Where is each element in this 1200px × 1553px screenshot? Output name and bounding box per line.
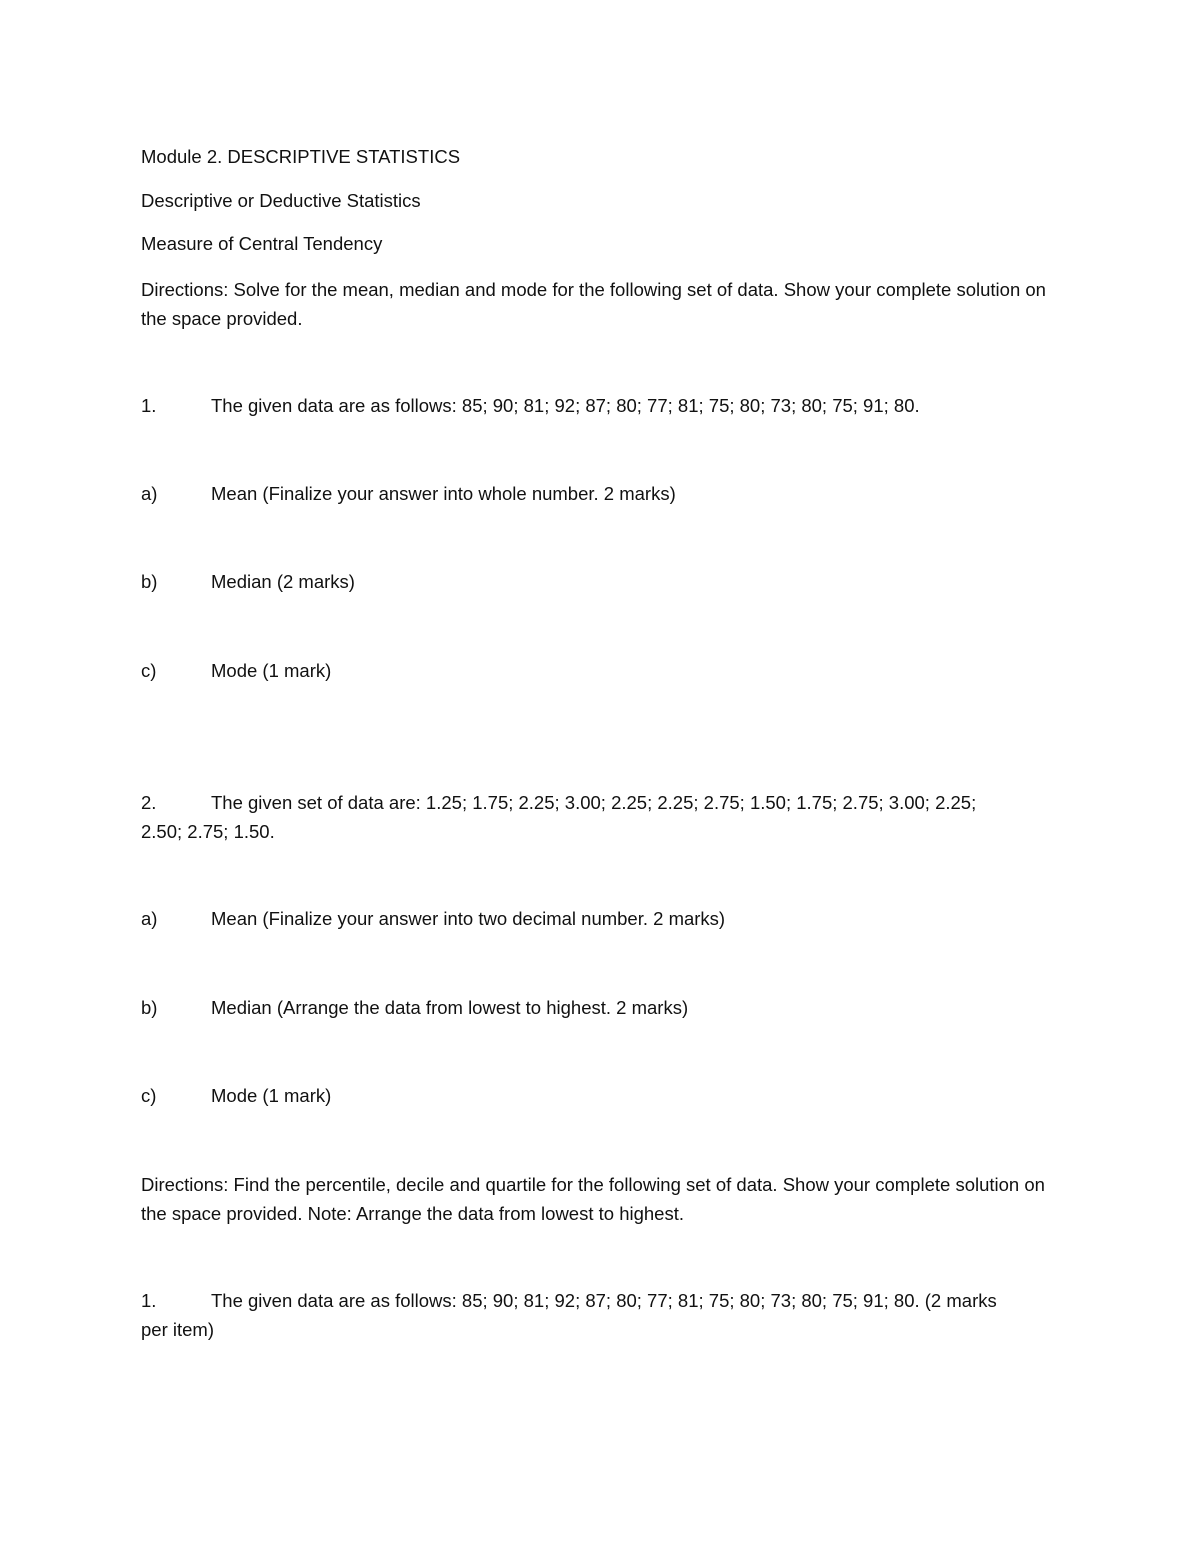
part-label: c) (141, 660, 157, 681)
question-2-text-line1: The given set of data are: 1.25; 1.75; 2.25; 3.00; 2.25; 2.25; 2.75; 1.50; 1.75; 2.75; 3.00; 2.25; (211, 792, 977, 813)
question-1-part-c (141, 656, 1061, 685)
question-3-number: 1. (141, 1290, 157, 1311)
part-label: b) (141, 997, 158, 1018)
question-2-number: 2. (141, 792, 157, 813)
question-1-part-a (141, 479, 1061, 508)
question-1-number: 1. (141, 395, 157, 416)
question-2-part-b (141, 993, 1061, 1022)
directions-1: Directions: Solve for the mean, median and mode for the following set of data. Show your complete solution on the space provided. (141, 279, 1046, 329)
part-text: Mode (1 mark) (211, 660, 332, 681)
module-title: Module 2. DESCRIPTIVE STATISTICS (141, 146, 461, 167)
question-3 (141, 1286, 1061, 1315)
question-3-text-line2: per item) (141, 1319, 214, 1340)
part-text: Median (2 marks) (211, 571, 355, 592)
part-label: a) (141, 908, 158, 929)
section-heading: Measure of Central Tendency (141, 233, 383, 254)
part-text: Mode (1 mark) (211, 1085, 332, 1106)
subtitle: Descriptive or Deductive Statistics (141, 190, 421, 211)
question-2 (141, 788, 1061, 817)
question-1-text: The given data are as follows: 85; 90; 81; 92; 87; 80; 77; 81; 75; 80; 73; 80; 75; 91; 80. (211, 395, 920, 416)
part-label: c) (141, 1085, 157, 1106)
question-3-text-line1: The given data are as follows: 85; 90; 81; 92; 87; 80; 77; 81; 75; 80; 73; 80; 75; 91; 80. (2 marks (211, 1290, 997, 1311)
part-label: b) (141, 571, 158, 592)
directions-2: Directions: Find the percentile, decile and quartile for the following set of data. Show your complete solution on the space provided. Note: Arrange the data from lowest to highest. (141, 1174, 1045, 1224)
question-1 (141, 391, 1061, 420)
part-label: a) (141, 483, 158, 504)
question-2-part-a (141, 904, 1061, 933)
part-text: Mean (Finalize your answer into whole number. 2 marks) (211, 483, 676, 504)
question-1-part-b (141, 567, 1061, 596)
part-text: Median (Arrange the data from lowest to highest. 2 marks) (211, 997, 689, 1018)
part-text: Mean (Finalize your answer into two decimal number. 2 marks) (211, 908, 726, 929)
question-2-part-c (141, 1081, 1061, 1110)
question-2-text-line2: 2.50; 2.75; 1.50. (141, 821, 275, 842)
